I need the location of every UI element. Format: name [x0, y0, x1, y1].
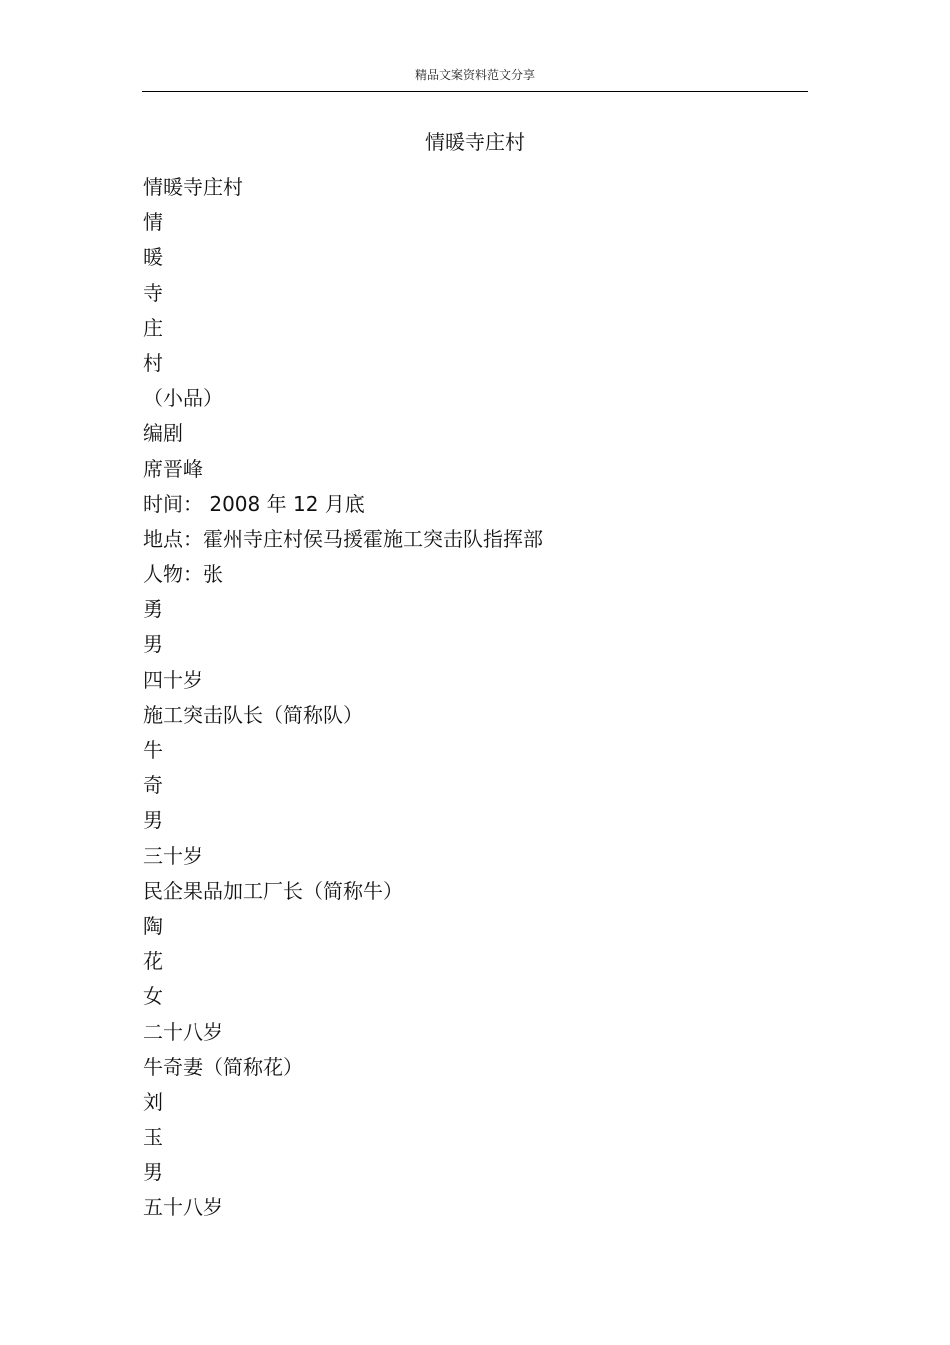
body-line: 情 [143, 210, 163, 235]
body-line: 二十八岁 [143, 1019, 223, 1044]
body-line: 陶 [143, 913, 163, 938]
body-line: 情暖寺庄村 [143, 175, 243, 199]
body-line: 地点：霍州寺庄村侯马援霍施工突击队指挥部 [143, 526, 543, 551]
body-line: 时间： 2008 年 12 月底 [143, 491, 365, 516]
body-line: 牛 [143, 738, 163, 762]
body-line: 男 [143, 1160, 163, 1185]
body-line: 村 [143, 350, 163, 375]
body-line: 编剧 [143, 421, 183, 446]
body-line: （小品） [143, 386, 223, 411]
header-divider [142, 91, 808, 92]
body-line: 花 [143, 949, 163, 974]
body-line: 勇 [143, 597, 163, 622]
body-line: 五十八岁 [143, 1195, 223, 1220]
body-line: 四十岁 [143, 667, 203, 692]
body-line: 人物：张 [143, 562, 223, 587]
body-line: 刘 [143, 1089, 163, 1114]
body-line: 施工突击队长（简称队） [143, 702, 363, 727]
body-line: 男 [143, 632, 163, 657]
body-line: 三十岁 [143, 843, 203, 868]
body-line: 奇 [143, 773, 163, 798]
body-line: 寺 [143, 280, 163, 305]
body-line: 民企果品加工厂长（简称牛） [143, 878, 403, 903]
document-body [143, 170, 803, 1226]
body-line: 男 [143, 808, 163, 833]
body-line: 庄 [143, 315, 163, 340]
body-line: 玉 [143, 1125, 163, 1150]
body-line: 暖 [143, 245, 163, 270]
body-line: 席晋峰 [143, 456, 203, 481]
body-line: 牛奇妻（简称花） [143, 1054, 303, 1079]
document-title: 情暖寺庄村 [425, 130, 525, 154]
page-header: 精品文案资料范文分享 [414, 68, 535, 82]
body-line: 女 [143, 984, 163, 1009]
